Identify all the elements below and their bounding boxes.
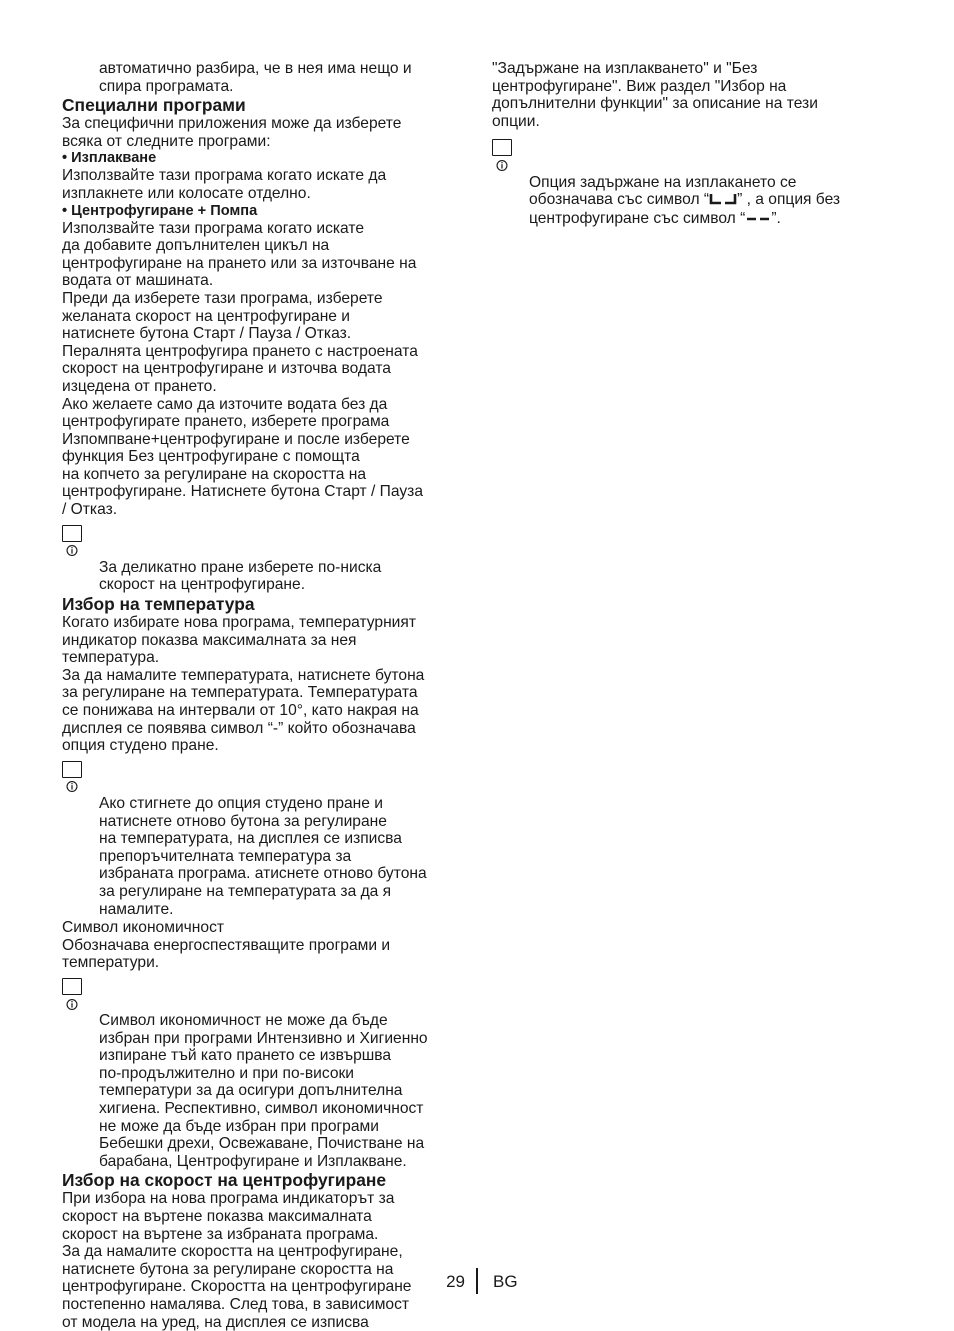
rinse-hold-symbol-icon [709, 192, 737, 210]
footer-divider [476, 1268, 478, 1294]
temperature-heading: Избор на температура [62, 594, 255, 615]
eco-symbol-text: Обозначава енергоспестяващите програми и температури. [62, 936, 391, 972]
note-rinse-hold [492, 138, 884, 228]
note-eco-text: Символ икономичност не може да бъде избран при програми Интензивно и Хигиенно изпиране тъй като прането се извършва по-продължително и при по-високи температури за да осигури допълнителна хигиена. Респективно, символ икономичност не може да бъде избран при програми Бебешки дрехи, Освежаване, Почистване на барабана, Центрофугиране и Изплакване. [99, 1012, 428, 1170]
no-spin-symbol-icon [745, 211, 771, 229]
note-eco [62, 977, 464, 1171]
left-column [62, 60, 464, 1331]
rinse-text: Използвайте тази програма когато искате да изплакнете или колосате отделно. [62, 167, 387, 202]
special-programs-text: За специфични приложения може да изберете всяка от следните програми: [62, 115, 402, 150]
info-icon [62, 761, 82, 778]
temperature-text: Когато избирате нова програма, температурният индикатор показва максималната за нея температура. За да намалите температурата, натиснете бутона за регулиране на температурата. Температурата се понижава на интервали от 10°, като накрая на дисплея се появява символ “-” който обозначава опция студено пране. [62, 614, 425, 755]
spin-pump-bullet: • Центрофугиране + Помпа [62, 202, 258, 219]
info-icon [62, 525, 82, 542]
rinse-bullet: • Изплакване [62, 150, 157, 167]
eco-symbol-label: Символ икономичност [62, 919, 225, 937]
page-number: 29 [446, 1272, 465, 1291]
info-icon [492, 139, 512, 156]
language-code: BG [493, 1272, 518, 1291]
note-rinse-hold-part2: ” , а опция без центрофугиране със символ “ [529, 191, 841, 227]
right-column [492, 60, 884, 229]
spin-speed-text: При избора на нова програма индикаторът за скорост на въртене показва максималната скорост на въртене за избраната програма. За да намалите скоростта на центрофугиране, натиснете бутона за регулиране скоростта на центрофугиране. Скоростта на центрофугиране постепенно намалява. След това, в зависимост от модела на уред, на дисплея се изписва [62, 1190, 412, 1331]
spin-pump-text: Използвайте тази програма когато искате да добавите допълнителен цикъл на центрофугиране на прането или за източване на водата от машината. Преди да изберете тази програма, изберете желаната скорост на центрофугиране и натиснете бутона Старт / Пауза / Отказ. Пералнята центрофугира прането с настроената скорост на центрофугиране и източва водата изцедена от прането. Ако желаете само да източите водата без да центрофугирате прането, изберете програма Изпомпване+центрофугиране и после изберете функция Без центрофугиране с помощта на копчето за регулиране на скоростта на центрофугиране. Натиснете бутона Старт / Пауза / Отказ. [62, 219, 423, 519]
note-delicate-text: За деликатно пране изберете по-ниска скорост на центрофугиране. [99, 558, 382, 594]
note-cold-wash-text: Ако стигнете до опция студено пране и натиснете отново бутона за регулиране на температурата, на дисплея се изписва препоръчителната температура за избраната програма. атиснете отново бутона за регулиране на температурата за да я намалите. [99, 794, 427, 918]
note-rinse-hold-part3: ”. [771, 209, 781, 227]
info-icon [62, 978, 82, 995]
intro-text: автоматично разбира, че в нея има нещо и спира програмата. [99, 60, 412, 95]
note-cold-wash [62, 760, 464, 918]
note-rinse-hold-part1: Опция задържане на изплакането се обозначава със символ “ [529, 173, 797, 209]
right-intro-text: "Задържане на изплакването" и "Без центрофугиране". Виж раздел "Избор на допълнителни функции" за описание на тези опции. [492, 60, 818, 130]
note-delicate [62, 524, 464, 594]
special-programs-heading: Специални програми [62, 95, 246, 116]
spin-speed-heading: Избор на скорост на центрофугиране [62, 1170, 387, 1191]
